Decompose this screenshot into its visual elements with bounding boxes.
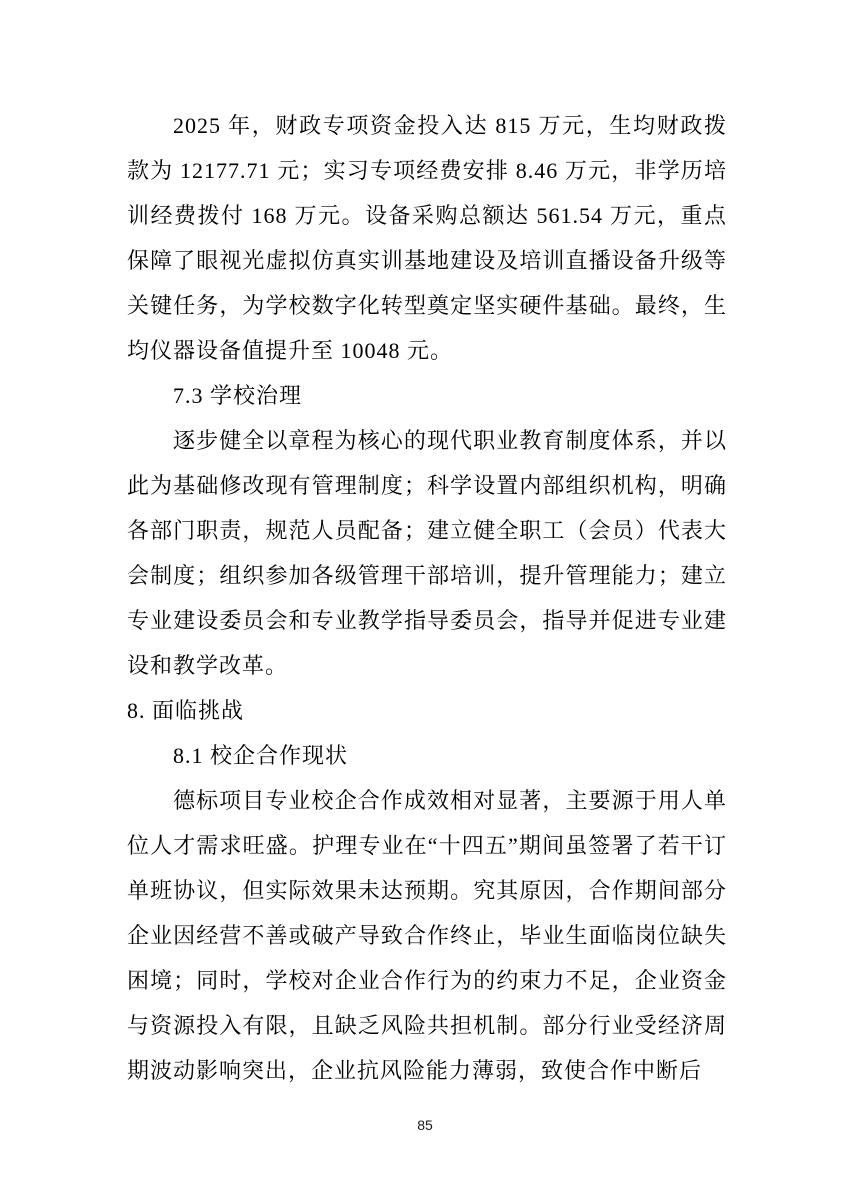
- heading-7-3-school-governance: 7.3 学校治理: [173, 383, 303, 408]
- paragraph-cooperation: 德标项目专业校企合作成效相对显著，主要源于用人单位人才需求旺盛。护理专业在“十四五”期间虽签署了若干订单班协议，但实际效果未达预期。究其原因，合作期间部分企业因经营不善或破产导致合作终止，毕业生面临岗位缺失困境；同时，学校对企业合作行为的约束力不足，企业资金与资源投入有限，且缺乏风险共担机制。部分行业受经济周期波动影响突出，企业抗风险能力薄弱，致使合作中断后: [127, 788, 727, 1083]
- page-number: 85: [417, 1117, 433, 1133]
- paragraph-governance: 逐步健全以章程为核心的现代职业教育制度体系，并以此为基础修改现有管理制度；科学设置内部组织机构，明确各部门职责，规范人员配备；建立健全职工（会员）代表大会制度；组织参加各级管理干部培训，提升管理能力；建立专业建设委员会和专业教学指导委员会，指导并促进专业建设和教学改革。: [127, 428, 727, 678]
- page-body: [127, 103, 727, 1093]
- heading-8-1-school-enterprise-cooperation: 8.1 校企合作现状: [173, 743, 349, 768]
- heading-8-challenges: 8. 面临挑战: [127, 698, 245, 723]
- paragraph-finance: 2025 年，财政专项资金投入达 815 万元，生均财政拨款为 12177.71 元；实习专项经费安排 8.46 万元，非学历培训经费拨付 168 万元。设备采购总额达 561.54 万元，重点保障了眼视光虚拟仿真实训基地建设及培训直播设备升级等关键任务，为学校数字化转型奠定坚实硬件基础。最终，生均仪器设备值提升至 10048 元。: [127, 113, 727, 363]
- page-footer: [0, 1117, 850, 1133]
